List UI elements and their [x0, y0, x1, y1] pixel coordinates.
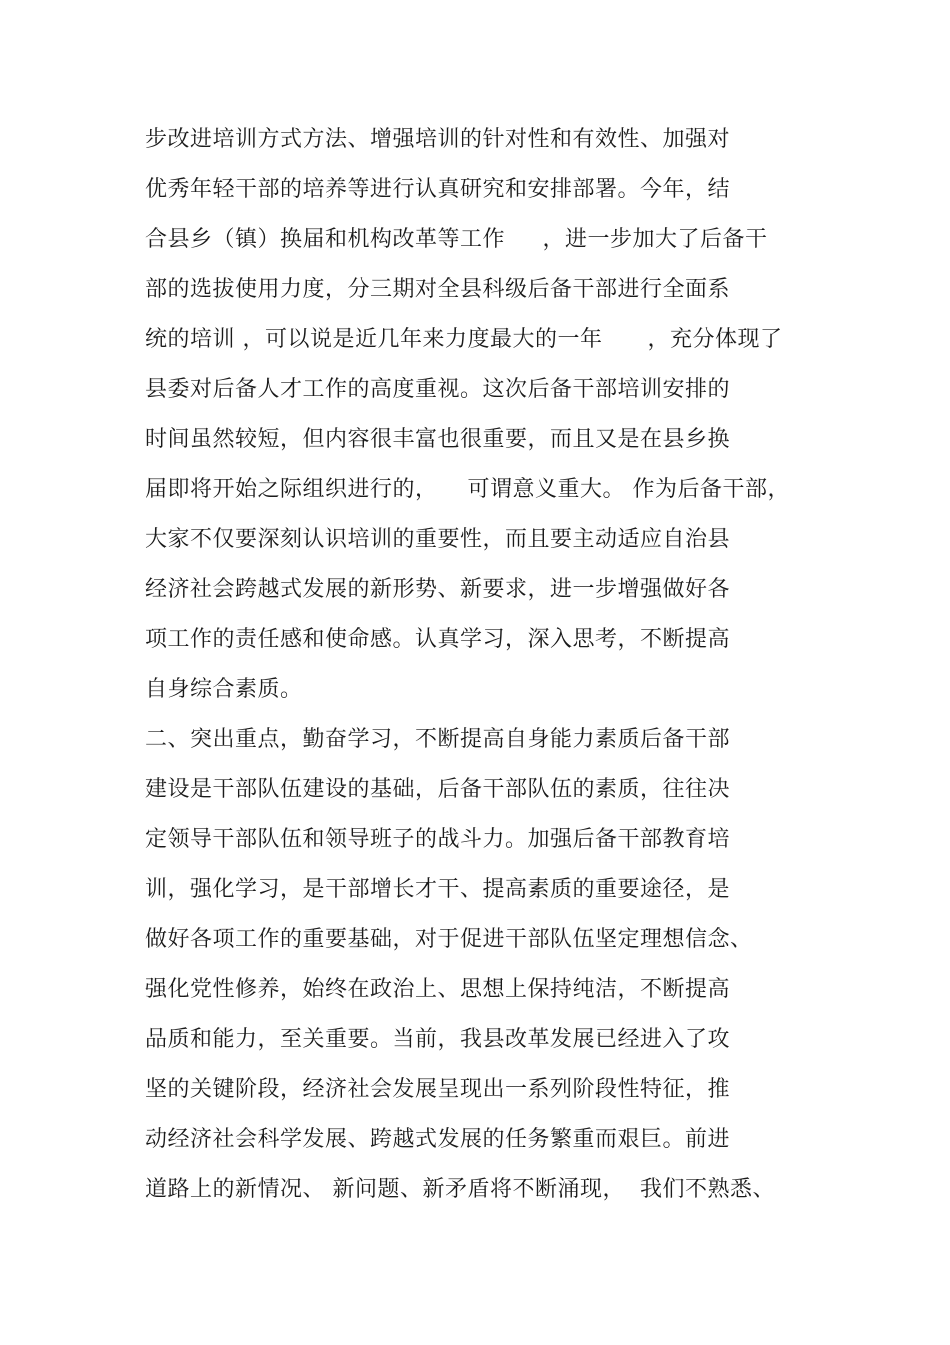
text-line: 自身综合素质。 — [145, 677, 303, 702]
text-line: 定领导干部队伍和领导班子的战斗力。加强后备干部教育培 — [145, 827, 731, 852]
text-line: 步改进培训方式方法、增强培训的针对性和有效性、加强对 — [145, 127, 731, 152]
text-line: 坚的关键阶段，经济社会发展呈现出一系列阶段性特征，推 — [145, 1077, 731, 1102]
text-line: 动经济社会科学发展、跨越式发展的任务繁重而艰巨。前进 — [145, 1127, 731, 1152]
text-line: 统的培训 ，可以说是近几年来力度最大的一年 ，充分体现了 — [145, 327, 783, 352]
text-line: 部的选拔使用力度，分三期对全县科级后备干部进行全面系 — [145, 277, 731, 302]
text-line: 县委对后备人才工作的高度重视。这次后备干部培训安排的 — [145, 377, 731, 402]
text-line: 合县乡（镇）换届和机构改革等工作 ，进一步加大了后备干 — [145, 227, 768, 252]
text-line: 训，强化学习，是干部增长才干、提高素质的重要途径，是 — [145, 877, 731, 902]
text-line: 项工作的责任感和使命感。认真学习，深入思考，不断提高 — [145, 627, 731, 652]
text-line: 时间虽然较短，但内容很丰富也很重要，而且又是在县乡换 — [145, 427, 731, 452]
text-line: 届即将开始之际组织进行的， 可谓意义重大。 作为后备干部， — [145, 477, 790, 502]
text-line: 建设是干部队伍建设的基础，后备干部队伍的素质，往往决 — [145, 777, 731, 802]
text-line: 品质和能力，至关重要。当前，我县改革发展已经进入了攻 — [145, 1027, 731, 1052]
section-heading-line: 二、突出重点，勤奋学习，不断提高自身能力素质后备干部 — [145, 727, 731, 752]
text-line: 道路上的新情况、 新问题、新矛盾将不断涌现， 我们不熟悉、 — [145, 1177, 775, 1202]
text-line: 优秀年轻干部的培养等进行认真研究和安排部署。今年，结 — [145, 177, 731, 202]
text-line: 经济社会跨越式发展的新形势、新要求，进一步增强做好各 — [145, 577, 731, 602]
text-line: 做好各项工作的重要基础，对于促进干部队伍坚定理想信念、 — [145, 927, 753, 952]
text-line: 大家不仅要深刻认识培训的重要性，而且要主动适应自治县 — [145, 527, 731, 552]
text-line: 强化党性修养，始终在政治上、思想上保持纯洁，不断提高 — [145, 977, 731, 1002]
